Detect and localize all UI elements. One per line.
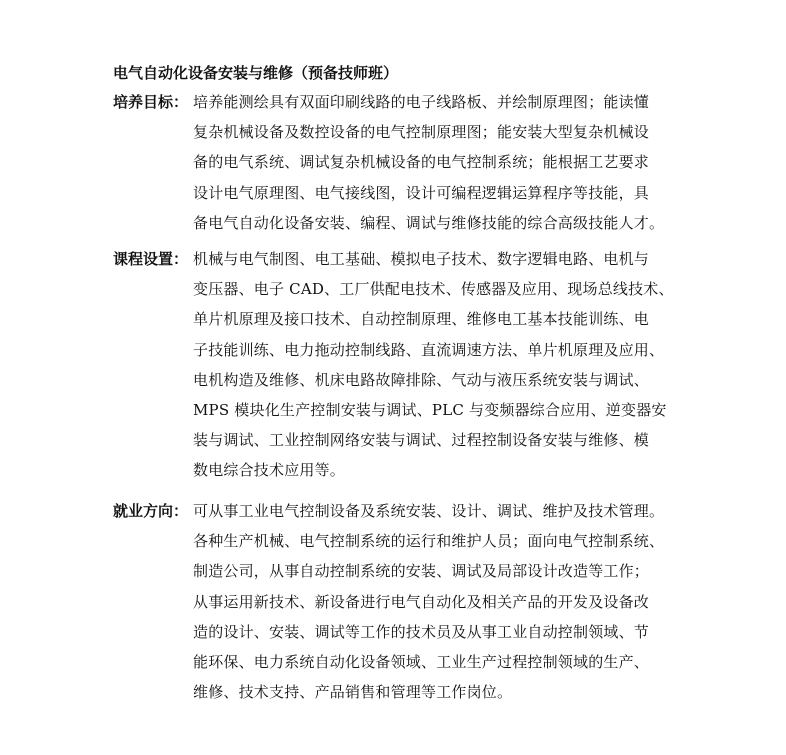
paragraph-line: 从事运用新技术、新设备进行电气自动化及相关产品的开发及设备改 xyxy=(193,592,650,611)
paragraph-line: MPS 模块化生产控制安装与调试、PLC 与变频器综合应用、逆变器安 xyxy=(193,400,667,419)
paragraph-line: 子技能训练、电力拖动控制线路、直流调速方法、单片机原理及应用、 xyxy=(193,340,665,359)
paragraph-line: 单片机原理及接口技术、自动控制原理、维修电工基本技能训练、电 xyxy=(193,310,650,329)
paragraph-line: 维修、技术支持、产品销售和管理等工作岗位。 xyxy=(193,683,513,702)
paragraph-line: 能环保、电力系统自动化设备领域、工业生产过程控制领域的生产、 xyxy=(193,652,650,671)
section-label: 培养目标： xyxy=(113,93,189,111)
paragraph-line: 复杂机械设备及数控设备的电气控制原理图；能安装大型复杂机械设 xyxy=(193,123,650,142)
paragraph-line: 设计电气原理图、电气接线图，设计可编程逻辑运算程序等技能，具 xyxy=(193,183,650,202)
section-label: 就业方向： xyxy=(113,502,189,520)
paragraph-line: 电机构造及维修、机床电路故障排除、气动与液压系统安装与调试、 xyxy=(193,370,650,389)
paragraph-line: 机械与电气制图、电工基础、模拟电子技术、数字逻辑电路、电机与 xyxy=(193,250,650,268)
paragraph-line: 备电气自动化设备安装、编程、调试与维修技能的综合高级技能人才。 xyxy=(193,213,665,232)
section-body xyxy=(193,244,783,486)
paragraph-line: 可从事工业电气控制设备及系统安装、设计、调试、维护及技术管理。 xyxy=(193,502,665,520)
paragraph-line: 数电综合技术应用等。 xyxy=(193,461,346,480)
section-label: 课程设置： xyxy=(113,250,189,268)
paragraph-line: 装与调试、工业控制网络安装与调试、过程控制设备安装与维修、模 xyxy=(193,431,650,450)
document-title: 电气自动化设备安装与维修（预备技师班） xyxy=(113,64,399,82)
paragraph-line: 造的设计、安装、调试等工作的技术员及从事工业自动控制领域、节 xyxy=(193,622,650,641)
paragraph-line: 变压器、电子 CAD、工厂供配电技术、传感器及应用、现场总线技术、 xyxy=(193,280,674,299)
section-body xyxy=(193,496,783,707)
paragraph-line: 备的电气系统、调试复杂机械设备的电气控制系统；能根据工艺要求 xyxy=(193,153,650,172)
paragraph-line: 制造公司，从事自动控制系统的安装、调试及局部设计改造等工作； xyxy=(193,562,650,581)
paragraph-line: 各种生产机械、电气控制系统的运行和维护人员；面向电气控制系统、 xyxy=(193,532,665,551)
section-body xyxy=(193,87,783,238)
paragraph-line: 培养能测绘具有双面印刷线路的电子线路板、并绘制原理图；能读懂 xyxy=(193,93,650,111)
